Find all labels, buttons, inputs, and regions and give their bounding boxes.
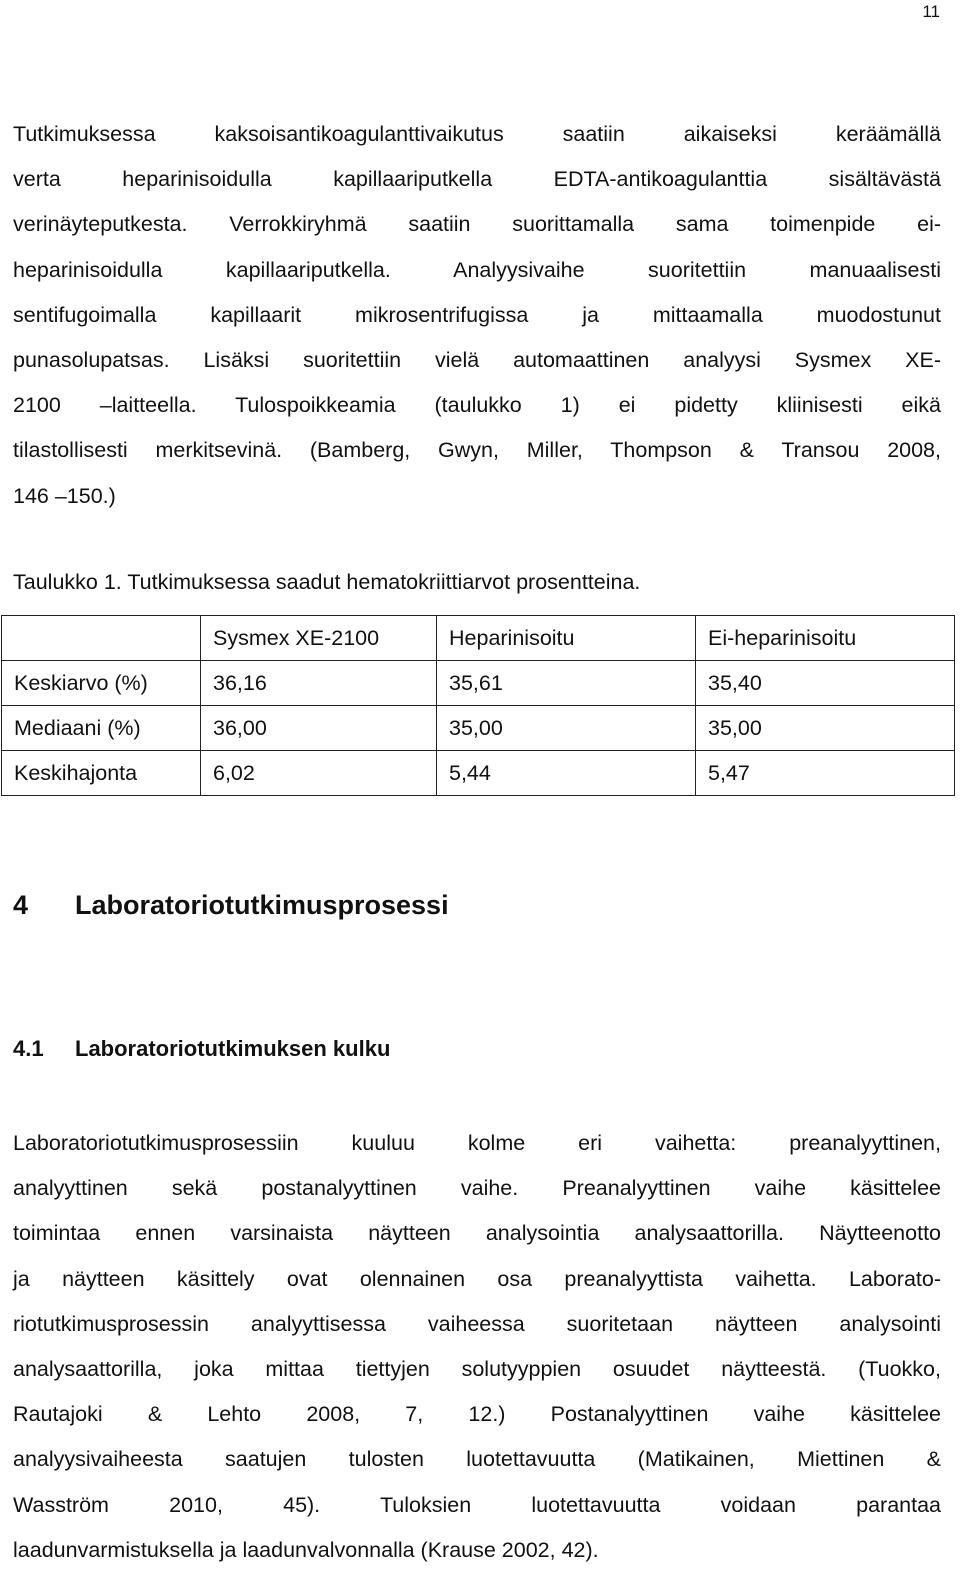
table-cell: 6,02 (201, 751, 437, 796)
paragraph-line: Wasström 2010, 45). Tuloksien luotettavuutta voidaan parantaa (13, 1492, 941, 1517)
section-number: 4.1 (13, 1036, 44, 1061)
paragraph-line: toimintaa ennen varsinaista näytteen analysointia analysaattorilla. Näytteenotto (13, 1221, 941, 1246)
table-row (2, 706, 955, 751)
table-cell: Mediaani (%) (2, 706, 201, 751)
paragraph-line: verinäyteputkesta. Verrokkiryhmä saatiin suorittamalla sama toimenpide ei- (13, 212, 941, 237)
table-cell: 5,44 (437, 751, 696, 796)
section-heading (13, 1036, 390, 1062)
paragraph-line: Laboratoriotutkimusprosessiin kuuluu kolme eri vaihetta: preanalyyttinen, (13, 1131, 941, 1155)
table-cell: Keskiarvo (%) (2, 661, 201, 706)
table-cell: 36,16 (201, 661, 437, 706)
body-paragraph (13, 1121, 941, 1573)
paragraph-line: 2100 –laitteella. Tulospoikkeamia (taulukko 1) ei pidetty kliinisesti eikä (13, 393, 941, 418)
table-header-cell: Sysmex XE-2100 (201, 616, 437, 661)
paragraph-line: tilastollisesti merkitsevinä. (Bamberg, Gwyn, Miller, Thompson & Transou 2008, (13, 438, 941, 463)
paragraph-line: 146 –150.) (13, 483, 116, 508)
table-header-cell (2, 616, 201, 661)
section-title: Laboratoriotutkimuksen kulku (75, 1036, 391, 1061)
paragraph-line: riotutkimusprosessin analyyttisessa vaiheessa suoritetaan näytteen analysointi (13, 1311, 941, 1336)
paragraph-line: Tutkimuksessa kaksoisantikoagulanttivaikutus saatiin aikaiseksi keräämällä (13, 122, 941, 146)
table-cell: 36,00 (201, 706, 437, 751)
chapter-number: 4 (13, 890, 29, 920)
table-cell: 35,40 (696, 661, 955, 706)
table-cell: 35,61 (437, 661, 696, 706)
paragraph-line: analysaattorilla, joka mittaa tiettyjen solutyyppien osuudet näytteestä. (Tuokko, (13, 1356, 941, 1381)
intro-paragraph (13, 112, 941, 519)
hematocrit-table (1, 615, 955, 796)
table-caption: Taulukko 1. Tutkimuksessa saadut hematokriittiarvot prosentteina. (13, 570, 641, 594)
paragraph-line: Rautajoki & Lehto 2008, 7, 12.) Postanalyyttinen vaihe käsittelee (13, 1402, 941, 1427)
paragraph-line: analyyttinen sekä postanalyyttinen vaihe. Preanalyyttinen vaihe käsittelee (13, 1176, 941, 1201)
paragraph-line: ja näytteen käsittely ovat olennainen osa preanalyyttista vaihetta. Laborato- (13, 1266, 941, 1291)
table-row (2, 661, 955, 706)
chapter-title: Laboratoriotutkimusprosessi (75, 890, 449, 920)
table-row (2, 751, 955, 796)
table-header-row (2, 616, 955, 661)
paragraph-line: heparinisoidulla kapillaariputkella. Analyysivaihe suoritettiin manuaalisesti (13, 257, 941, 282)
table-header-cell: Heparinisoitu (437, 616, 696, 661)
table-cell: 35,00 (696, 706, 955, 751)
paragraph-line: verta heparinisoidulla kapillaariputkella EDTA-antikoagulanttia sisältävästä (13, 167, 941, 192)
chapter-heading (13, 890, 449, 921)
table-cell: Keskihajonta (2, 751, 201, 796)
table-header-cell: Ei-heparinisoitu (696, 616, 955, 661)
table-cell: 5,47 (696, 751, 955, 796)
paragraph-line: laadunvarmistuksella ja laadunvalvonnalla (Krause 2002, 42). (13, 1537, 599, 1562)
table-cell: 35,00 (437, 706, 696, 751)
paragraph-line: analyysivaiheesta saatujen tulosten luotettavuutta (Matikainen, Miettinen & (13, 1447, 941, 1472)
page-number: 11 (922, 2, 940, 21)
paragraph-line: sentifugoimalla kapillaarit mikrosentrifugissa ja mittaamalla muodostunut (13, 302, 941, 327)
paragraph-line: punasolupatsas. Lisäksi suoritettiin vielä automaattinen analyysi Sysmex XE- (13, 347, 941, 372)
